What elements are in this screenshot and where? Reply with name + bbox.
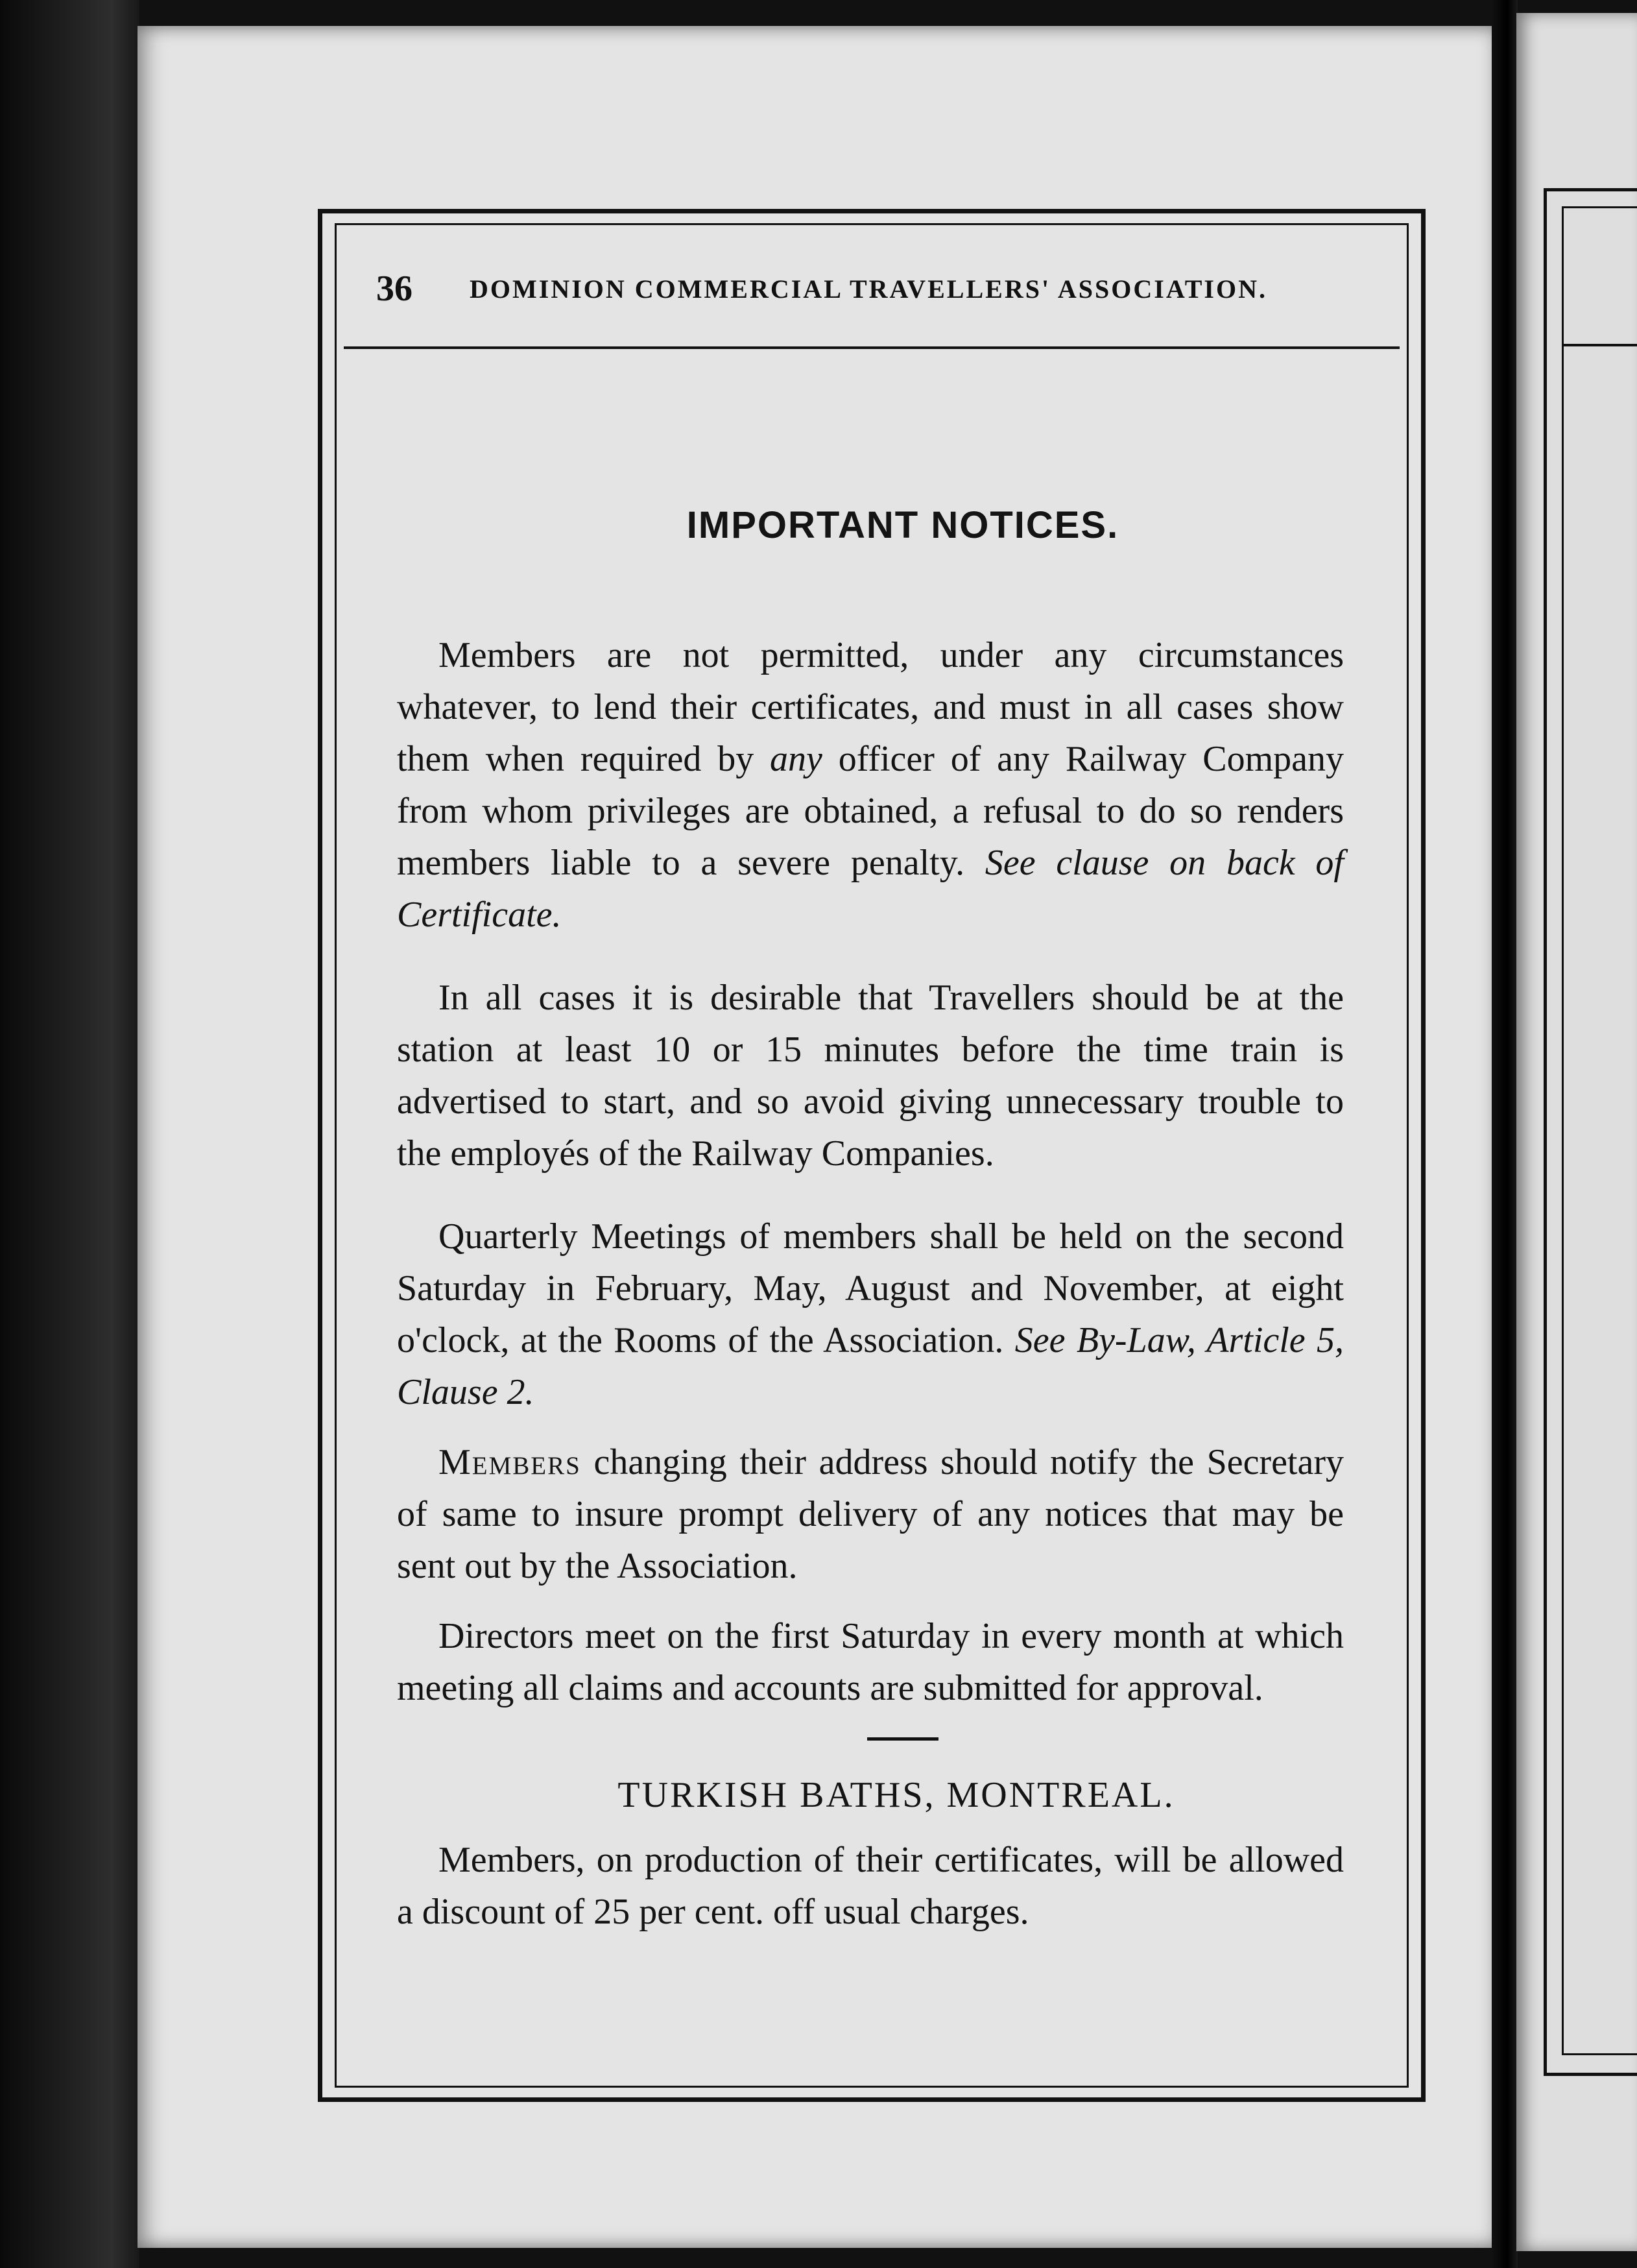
notice-address-change — [397, 1436, 1344, 1592]
page-header — [376, 263, 1323, 315]
notices-title: IMPORTANT NOTICES. — [686, 504, 1119, 546]
page-content — [397, 500, 1344, 1969]
notice-quarterly-meetings-text: Quarterly Meetings of members shall be held on the second Saturday in February, May, August and November, at eight o'clock, at the Rooms of the Association. — [397, 1216, 1344, 1360]
notice-directors-meeting-text: Directors meet on the first Saturday in every month at which meeting all claims and accounts are submitted for approval. — [397, 1616, 1344, 1708]
book-gutter — [1492, 0, 1518, 2268]
notice-directors-meeting — [397, 1610, 1344, 1714]
notice-address-change-lead: Members — [438, 1442, 581, 1482]
facing-page-frame-inner — [1562, 206, 1637, 2055]
notice-station-time-text: In all cases it is desirable that Travellers should be at the station at least 10 or 15 minutes before the time train is advertised to start, and so avoid giving unnecessary trouble to the employés of the Railway Companies. — [397, 978, 1344, 1174]
baths-notice-text: Members, on production of their certificates, will be allowed a discount of 25 per cent. off usual charges. — [397, 1840, 1344, 1932]
notice-address-change-text: changing their address should notify the Secretary of same to insure prompt delivery of any notices that may be sent out by the Association. — [397, 1442, 1344, 1586]
header-rule — [344, 346, 1400, 349]
notice-certificates — [397, 629, 1344, 941]
notice-certificates-reference: See clause on back of Certificate. — [397, 843, 1344, 935]
section-divider — [867, 1737, 938, 1741]
facing-page-header-rule — [1562, 344, 1637, 346]
running-head: DOMINION COMMERCIAL TRAVELLERS' ASSOCIATION. — [470, 274, 1267, 304]
notice-certificates-text-2: officer of any Railway Company from whom privileges are obtained, a refusal to do so renders members liable to a severe penalty. — [397, 739, 1344, 883]
book-binding-left — [0, 0, 139, 2268]
baths-title: TURKISH BATHS, MONTREAL. — [617, 1775, 1175, 1815]
notice-quarterly-meetings — [397, 1211, 1344, 1418]
notice-certificates-emphasis: any — [770, 739, 822, 779]
notice-certificates-text: Members are not permitted, under any circumstances whatever, to lend their certificates, and must in all cases show them when required by — [397, 635, 1344, 779]
notice-station-time — [397, 972, 1344, 1179]
page-number: 36 — [376, 269, 412, 309]
baths-notice — [397, 1834, 1344, 1938]
notice-quarterly-meetings-reference: See By-Law, Article 5, Clause 2. — [397, 1320, 1344, 1412]
